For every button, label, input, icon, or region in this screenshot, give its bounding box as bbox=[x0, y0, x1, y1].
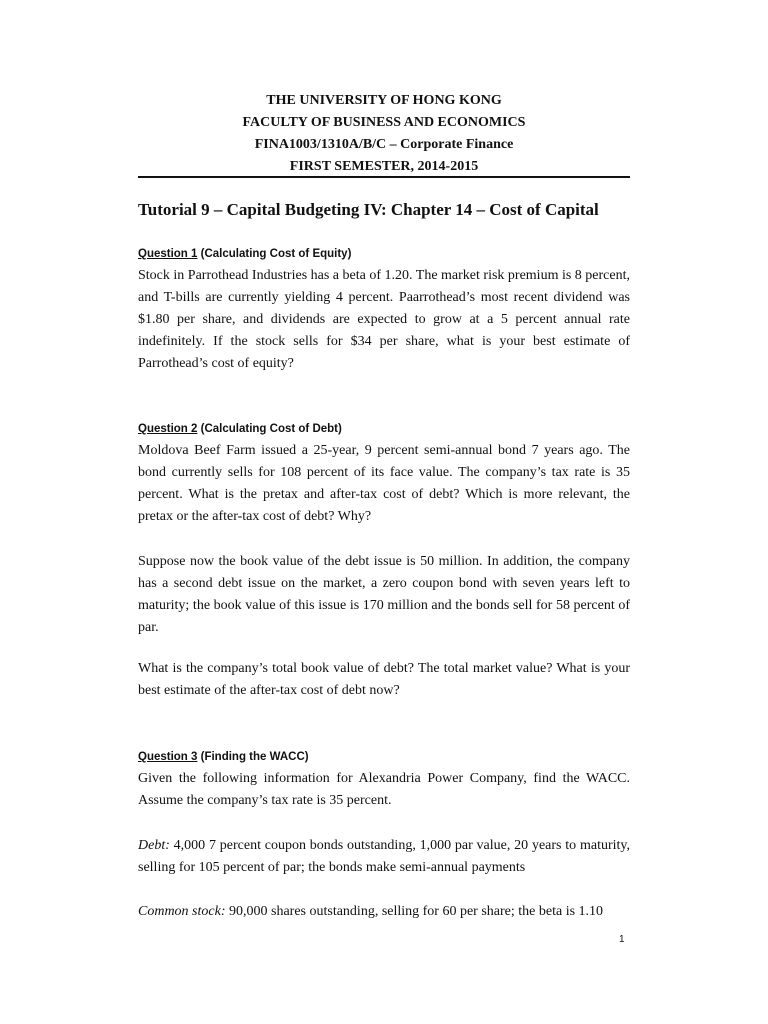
question-2-heading bbox=[138, 423, 342, 435]
semester: FIRST SEMESTER, 2014-2015 bbox=[289, 159, 479, 174]
page-number: 1 bbox=[619, 934, 625, 945]
question-1-topic: (Calculating Cost of Equity) bbox=[197, 248, 352, 260]
header-divider bbox=[138, 176, 630, 178]
debt-label: Debt: bbox=[138, 838, 170, 853]
common-stock-text: 90,000 shares outstanding, selling for 60 per share; the beta is 1.10 bbox=[225, 904, 604, 919]
question-1-heading bbox=[138, 248, 351, 260]
question-3-body: Given the following information for Alexandria Power Company, find the WACC. Assume the company’s tax rate is 35 percent. bbox=[138, 771, 630, 808]
question-2-body-1: Moldova Beef Farm issued a 25-year, 9 percent semi-annual bond 7 years ago. The bond currently sells for 108 percent of its face value. The company’s tax rate is 35 percent. What is the pretax and after-tax cost of debt? Which is more relevant, the pretax or the after-tax cost of debt? Why? bbox=[138, 443, 630, 524]
document-header bbox=[138, 90, 630, 178]
faculty-name: FACULTY OF BUSINESS AND ECONOMICS bbox=[242, 115, 526, 130]
question-3-topic: (Finding the WACC) bbox=[197, 751, 309, 763]
question-3-heading bbox=[138, 751, 309, 763]
debt-text: 4,000 7 percent coupon bonds outstanding, 1,000 par value, 20 years to maturity, selling for 105 percent of par; the bonds make semi-annual payments bbox=[138, 838, 630, 875]
question-3-common-stock bbox=[138, 901, 630, 923]
tutorial-title: Tutorial 9 – Capital Budgeting IV: Chapter 14 – Cost of Capital bbox=[138, 200, 599, 219]
question-1-body: Stock in Parrothead Industries has a beta of 1.20. The market risk premium is 8 percent, and T-bills are currently yielding 4 percent. Paarrothead’s most recent dividend was $1.80 per share, and dividends are expected to grow at a 5 percent annual rate indefinitely. If the stock sells for $34 per share, what is your best estimate of Parrothead’s cost of equity? bbox=[138, 268, 630, 371]
question-2-number: Question 2 bbox=[138, 423, 198, 435]
question-1-number: Question 1 bbox=[138, 248, 198, 260]
common-stock-label: Common stock: bbox=[138, 904, 226, 919]
question-3-number: Question 3 bbox=[138, 751, 198, 763]
question-2-topic: (Calculating Cost of Debt) bbox=[197, 423, 342, 435]
question-3-debt bbox=[138, 835, 630, 879]
question-2-body-2: Suppose now the book value of the debt issue is 50 million. In addition, the company has a second debt issue on the market, a zero coupon bond with seven years left to maturity; the book value of this issue is 170 million and the bonds sell for 58 percent of par. bbox=[138, 554, 630, 635]
university-name: THE UNIVERSITY OF HONG KONG bbox=[266, 93, 502, 108]
course-name: FINA1003/1310A/B/C – Corporate Finance bbox=[254, 137, 514, 152]
question-2-body-3: What is the company’s total book value of debt? The total market value? What is your best estimate of the after-tax cost of debt now? bbox=[138, 661, 630, 698]
